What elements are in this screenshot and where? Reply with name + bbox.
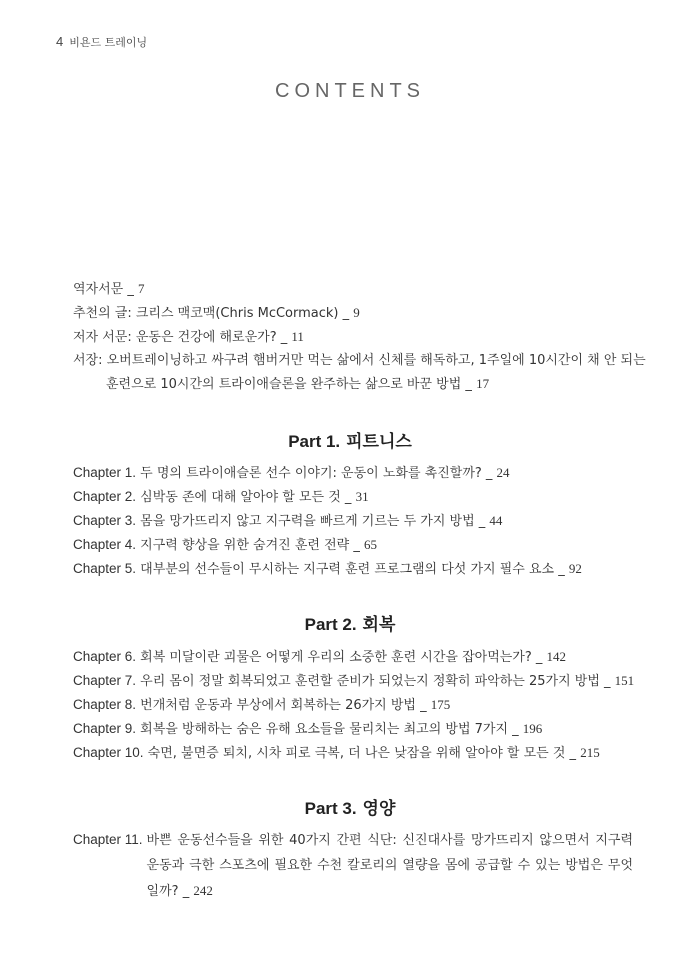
chapter-page: 44 xyxy=(489,513,503,528)
entry-page: 11 xyxy=(291,329,304,344)
chapter-page: 92 xyxy=(568,561,582,576)
front-matter-list xyxy=(73,277,646,396)
chapter-page: 242 xyxy=(193,883,213,898)
chapter-label: Chapter 1. xyxy=(73,465,137,480)
chapter-label: Chapter 2. xyxy=(73,489,137,504)
entry-page: 17 xyxy=(476,376,490,391)
chapter-entry[interactable] xyxy=(73,557,633,581)
part-label: Part 3. xyxy=(304,799,357,818)
chapter-title: 몸을 망가뜨리지 않고 지구력을 빠르게 기르는 두 가지 방법 _ xyxy=(136,514,490,529)
chapter-entry[interactable] xyxy=(73,485,633,509)
chapter-entry[interactable] xyxy=(73,828,633,904)
chapter-page: 65 xyxy=(363,537,377,552)
book-title: 비욘드 트레이닝 xyxy=(69,36,148,49)
chapter-label: Chapter 4. xyxy=(73,537,137,552)
chapter-label: Chapter 5. xyxy=(73,561,137,576)
part-title: 영양 xyxy=(362,799,396,819)
front-matter-entry[interactable] xyxy=(73,325,633,349)
chapter-title: 대부분의 선수들이 무시하는 지구력 훈련 프로그램의 다섯 가지 필수 요소 _ xyxy=(136,562,569,577)
entry-title-continuation: 훈련으로 10시간의 트라이애슬론을 완주하는 삶으로 바꾼 방법 _ xyxy=(106,377,477,392)
chapter-page: 142 xyxy=(546,649,567,664)
chapter-list xyxy=(73,828,633,904)
contents-title: CONTENTS xyxy=(275,80,425,102)
entry-page: 7 xyxy=(138,281,145,296)
chapter-label: Chapter 8. xyxy=(73,697,137,712)
page-number: 4 xyxy=(56,34,64,49)
chapter-label: Chapter 10. xyxy=(73,745,144,760)
chapter-entry[interactable] xyxy=(73,669,633,693)
chapter-title: 번개처럼 운동과 부상에서 회복하는 26가지 방법 _ xyxy=(136,698,431,713)
chapter-title: 회복을 방해하는 숨은 유해 요소들을 물리치는 최고의 방법 7가지 _ xyxy=(136,722,523,737)
part-heading xyxy=(0,794,700,819)
chapter-title: 두 명의 트라이애슬론 선수 이야기: 운동이 노화를 촉진할까? _ xyxy=(136,466,497,481)
chapter-title: 우리 몸이 정말 회복되었고 훈련할 준비가 되었는지 정확히 파악하는 25가지 방법 _ xyxy=(136,674,615,689)
chapter-page: 196 xyxy=(522,721,543,736)
chapter-label: Chapter 6. xyxy=(73,649,137,664)
chapter-page: 215 xyxy=(580,745,600,760)
chapter-list xyxy=(73,645,633,765)
front-matter-entry[interactable] xyxy=(73,277,633,301)
chapter-list xyxy=(73,461,633,581)
chapter-page: 175 xyxy=(430,697,451,712)
chapter-title: 바쁜 운동선수들을 위한 40가지 간편 식단: 신진대사를 망가뜨리지 않으면서 지구력 운동과 극한 스포츠에 필요한 수천 칼로리의 열량을 몸에 공급할 수 있는 방법은 무엇일까? _ xyxy=(146,833,633,899)
chapter-title: 지구력 향상을 위한 숨겨진 훈련 전략 _ xyxy=(136,538,364,553)
part-heading xyxy=(0,610,700,635)
front-matter-entry[interactable] xyxy=(73,301,633,325)
part-label: Part 2. xyxy=(304,615,357,634)
chapter-entry[interactable] xyxy=(73,717,633,741)
chapter-label: Chapter 11. xyxy=(73,832,143,847)
entry-title: 추천의 글: 크리스 맥코맥(Chris McCormack) _ xyxy=(73,306,354,321)
chapter-page: 151 xyxy=(614,673,635,688)
chapter-entry[interactable] xyxy=(73,693,633,717)
running-head xyxy=(56,34,147,50)
entry-title: 서장: 오버트레이닝하고 싸구려 햄버거만 먹는 삶에서 신체를 해독하고, 1주일에 10시간이 채 안 되는 xyxy=(73,353,646,368)
chapter-page: 24 xyxy=(496,465,510,480)
chapter-label: Chapter 3. xyxy=(73,513,137,528)
chapter-title: 회복 미달이란 괴물은 어떻게 우리의 소중한 훈련 시간을 잡아먹는가? _ xyxy=(136,650,547,665)
part-title: 피트니스 xyxy=(346,432,412,452)
front-matter-entry[interactable] xyxy=(73,349,646,396)
part-label: Part 1. xyxy=(288,432,341,451)
entry-page: 9 xyxy=(353,305,360,320)
entry-title: 저자 서문: 운동은 건강에 해로운가? _ xyxy=(73,330,292,345)
chapter-title: 숙면, 불면증 퇴치, 시차 피로 극복, 더 나은 낮잠을 위해 알아야 할 모든 것 _ xyxy=(143,746,581,761)
chapter-title: 심박동 존에 대해 알아야 할 모든 것 _ xyxy=(136,490,356,505)
chapter-entry[interactable] xyxy=(73,533,633,557)
chapter-page: 31 xyxy=(355,489,369,504)
chapter-label: Chapter 9. xyxy=(73,721,137,736)
chapter-entry[interactable] xyxy=(73,509,633,533)
chapter-entry[interactable] xyxy=(73,461,633,485)
entry-title: 역자서문 _ xyxy=(73,282,138,297)
chapter-label: Chapter 7. xyxy=(73,673,137,688)
part-title: 회복 xyxy=(362,615,396,635)
part-heading xyxy=(0,427,700,452)
chapter-entry[interactable] xyxy=(73,741,633,765)
chapter-entry[interactable] xyxy=(73,645,633,669)
